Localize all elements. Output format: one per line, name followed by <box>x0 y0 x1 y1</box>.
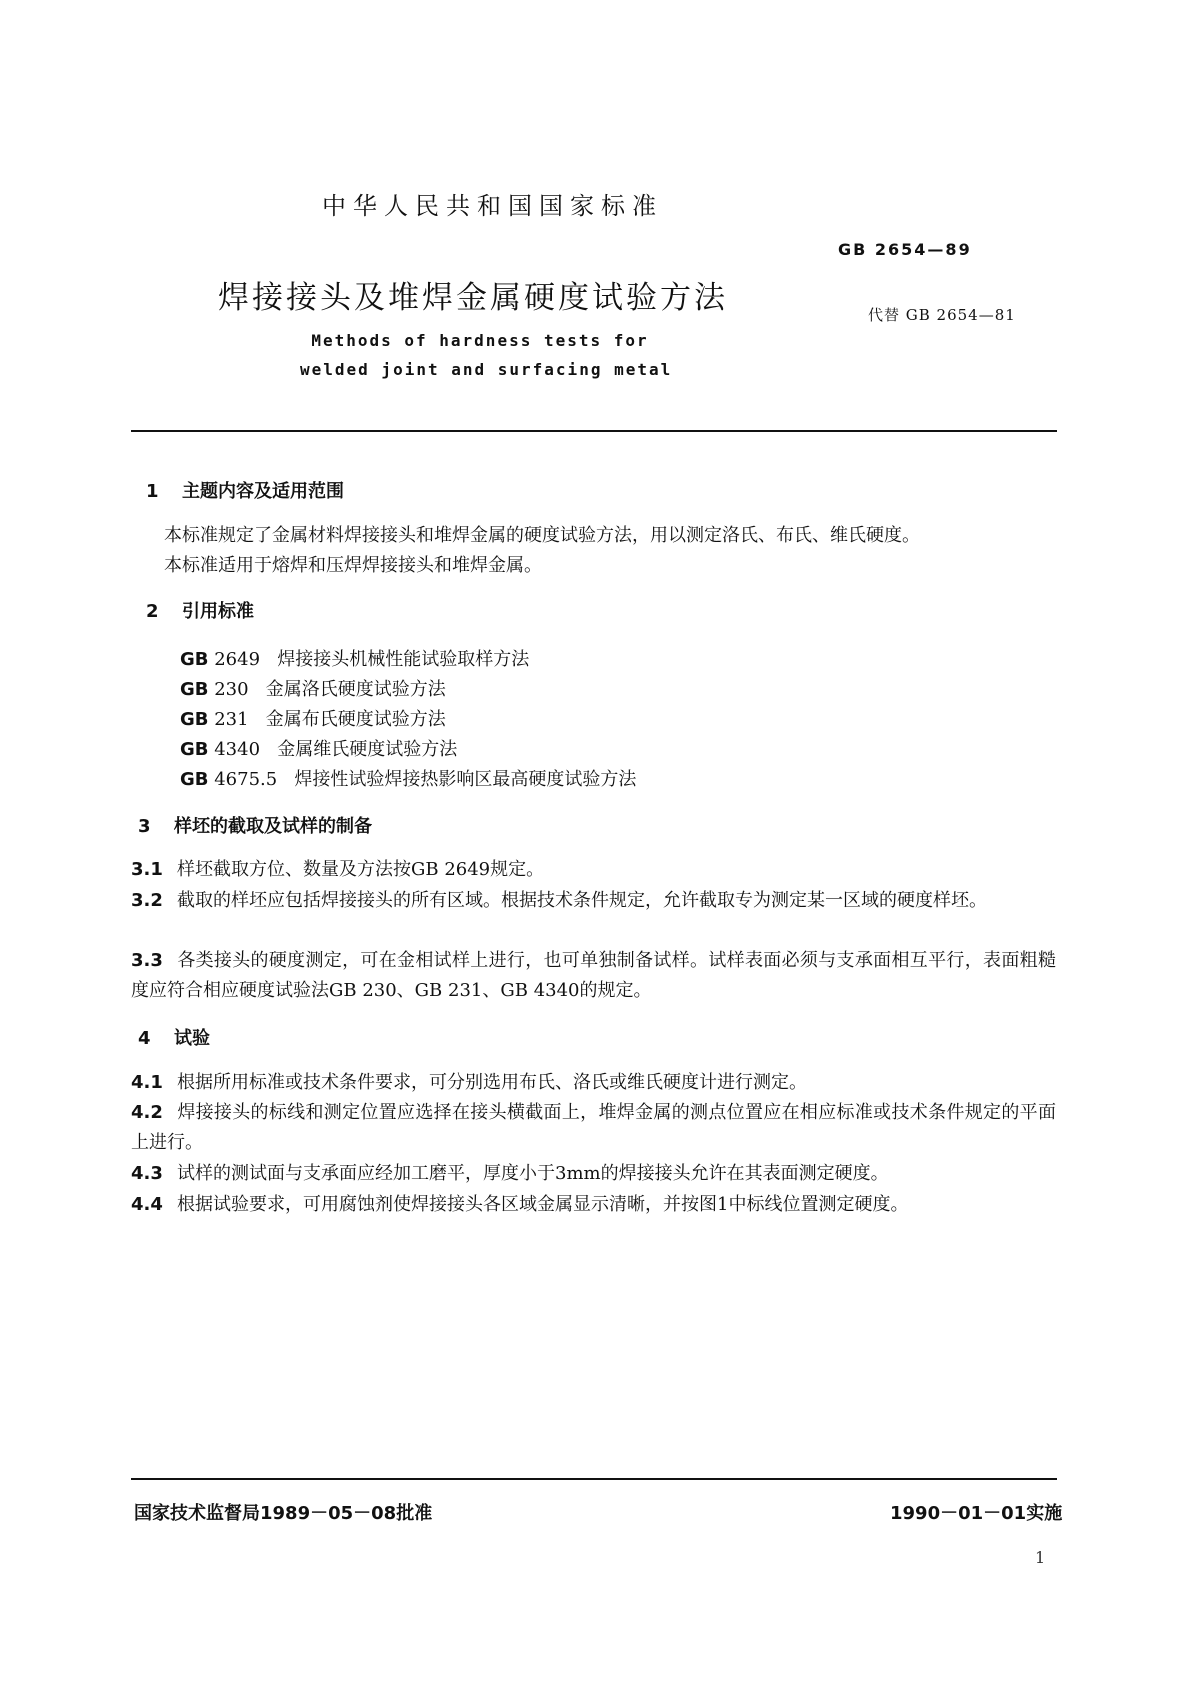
reference-number: 4675.5 <box>214 769 278 790</box>
reference-item <box>180 735 457 761</box>
reference-code: GB <box>180 709 209 730</box>
section-2-title: 引用标准 <box>182 601 254 622</box>
clause-number: 3.2 <box>131 890 163 911</box>
replaces-standard: 代替 GB 2654—81 <box>868 306 1016 324</box>
clause-text: 根据所用标准或技术条件要求，可分别选用布氏、洛氏或维氏硬度计进行测定。 <box>177 1072 807 1093</box>
header-divider <box>131 430 1057 432</box>
reference-code: GB <box>180 769 209 790</box>
approval-date: 国家技术监督局1989－05－08批准 <box>134 1503 433 1524</box>
clause-number: 4.4 <box>131 1194 163 1215</box>
reference-item <box>180 675 446 701</box>
reference-number: 2649 <box>214 649 261 670</box>
clause-text: 试样的测试面与支承面应经加工磨平，厚度小于3mm的焊接接头允许在其表面测定硬度。 <box>177 1163 889 1184</box>
clause-text: 焊接接头的标线和测定位置应选择在接头横截面上，堆焊金属的测点位置应在相应标准或技术条件规定的平面上进行。 <box>131 1102 1056 1153</box>
reference-code: GB <box>180 679 209 700</box>
section-4-heading <box>138 1024 210 1050</box>
section-3-title: 样坯的截取及试样的制备 <box>174 816 372 837</box>
section-1-paragraph-2: 本标准适用于熔焊和压焊焊接接头和堆焊金属。 <box>164 555 542 576</box>
reference-number: 231 <box>214 709 249 730</box>
clause-3-1 <box>131 855 544 885</box>
clause-4-2 <box>131 1098 1056 1158</box>
clause-4-4 <box>131 1190 908 1220</box>
english-title-line-2: welded joint and surfacing metal <box>300 360 673 379</box>
reference-title: 金属维氏硬度试验方法 <box>277 739 458 760</box>
clause-number: 4.1 <box>131 1072 163 1093</box>
clause-4-1 <box>131 1068 807 1098</box>
section-2-heading <box>146 597 254 623</box>
clause-text: 各类接头的硬度测定，可在金相试样上进行，也可单独制备试样。试样表面必须与支承面相互平行，表面粗糙度应符合相应硬度试验法GB 230、GB 231、GB 4340的规定。 <box>131 950 1056 1001</box>
reference-code: GB <box>180 739 209 760</box>
clause-4-3 <box>131 1159 889 1189</box>
clause-3-3 <box>131 946 1056 1006</box>
page-number: 1 <box>1035 1548 1046 1567</box>
reference-title: 金属洛氏硬度试验方法 <box>265 679 446 700</box>
english-title <box>300 326 673 384</box>
reference-title: 焊接接头机械性能试验取样方法 <box>277 649 530 670</box>
section-1-paragraph-1: 本标准规定了金属材料焊接接头和堆焊金属的硬度试验方法，用以测定洛氏、布氏、维氏硬度。 <box>164 525 920 546</box>
section-1-heading <box>146 477 344 503</box>
section-4-number: 4 <box>138 1028 151 1049</box>
page-title: 焊接接头及堆焊金属硬度试验方法 <box>218 280 728 316</box>
clause-text: 截取的样坯应包括焊接接头的所有区域。根据技术条件规定，允许截取专为测定某一区域的硬度样坯。 <box>177 890 987 911</box>
clause-3-2 <box>131 886 1056 916</box>
section-3-heading <box>138 812 372 838</box>
reference-title: 金属布氏硬度试验方法 <box>265 709 446 730</box>
section-3-number: 3 <box>138 816 151 837</box>
section-4-title: 试验 <box>174 1028 210 1049</box>
clause-number: 4.2 <box>131 1102 163 1123</box>
clause-number: 3.1 <box>131 859 163 880</box>
clause-number: 3.3 <box>131 950 163 971</box>
effective-date: 1990－01－01实施 <box>890 1503 1063 1524</box>
reference-title: 焊接性试验焊接热影响区最高硬度试验方法 <box>294 769 637 790</box>
clause-text: 根据试验要求，可用腐蚀剂使焊接接头各区域金属显示清晰，并按图1中标线位置测定硬度。 <box>177 1194 909 1215</box>
section-1-number: 1 <box>146 481 159 502</box>
national-standard-heading: 中华人民共和国国家标准 <box>322 192 663 220</box>
section-1-title: 主题内容及适用范围 <box>182 481 344 502</box>
clause-number: 4.3 <box>131 1163 163 1184</box>
footer-divider <box>131 1478 1057 1480</box>
reference-number: 4340 <box>214 739 261 760</box>
reference-code: GB <box>180 649 209 670</box>
reference-number: 230 <box>214 679 249 700</box>
reference-item <box>180 705 446 731</box>
section-2-number: 2 <box>146 601 159 622</box>
english-title-line-1: Methods of hardness tests for <box>311 331 649 350</box>
clause-text: 样坯截取方位、数量及方法按GB 2649规定。 <box>177 859 545 880</box>
reference-item <box>180 645 529 671</box>
standard-number: GB 2654—89 <box>838 240 972 259</box>
reference-item <box>180 765 636 791</box>
